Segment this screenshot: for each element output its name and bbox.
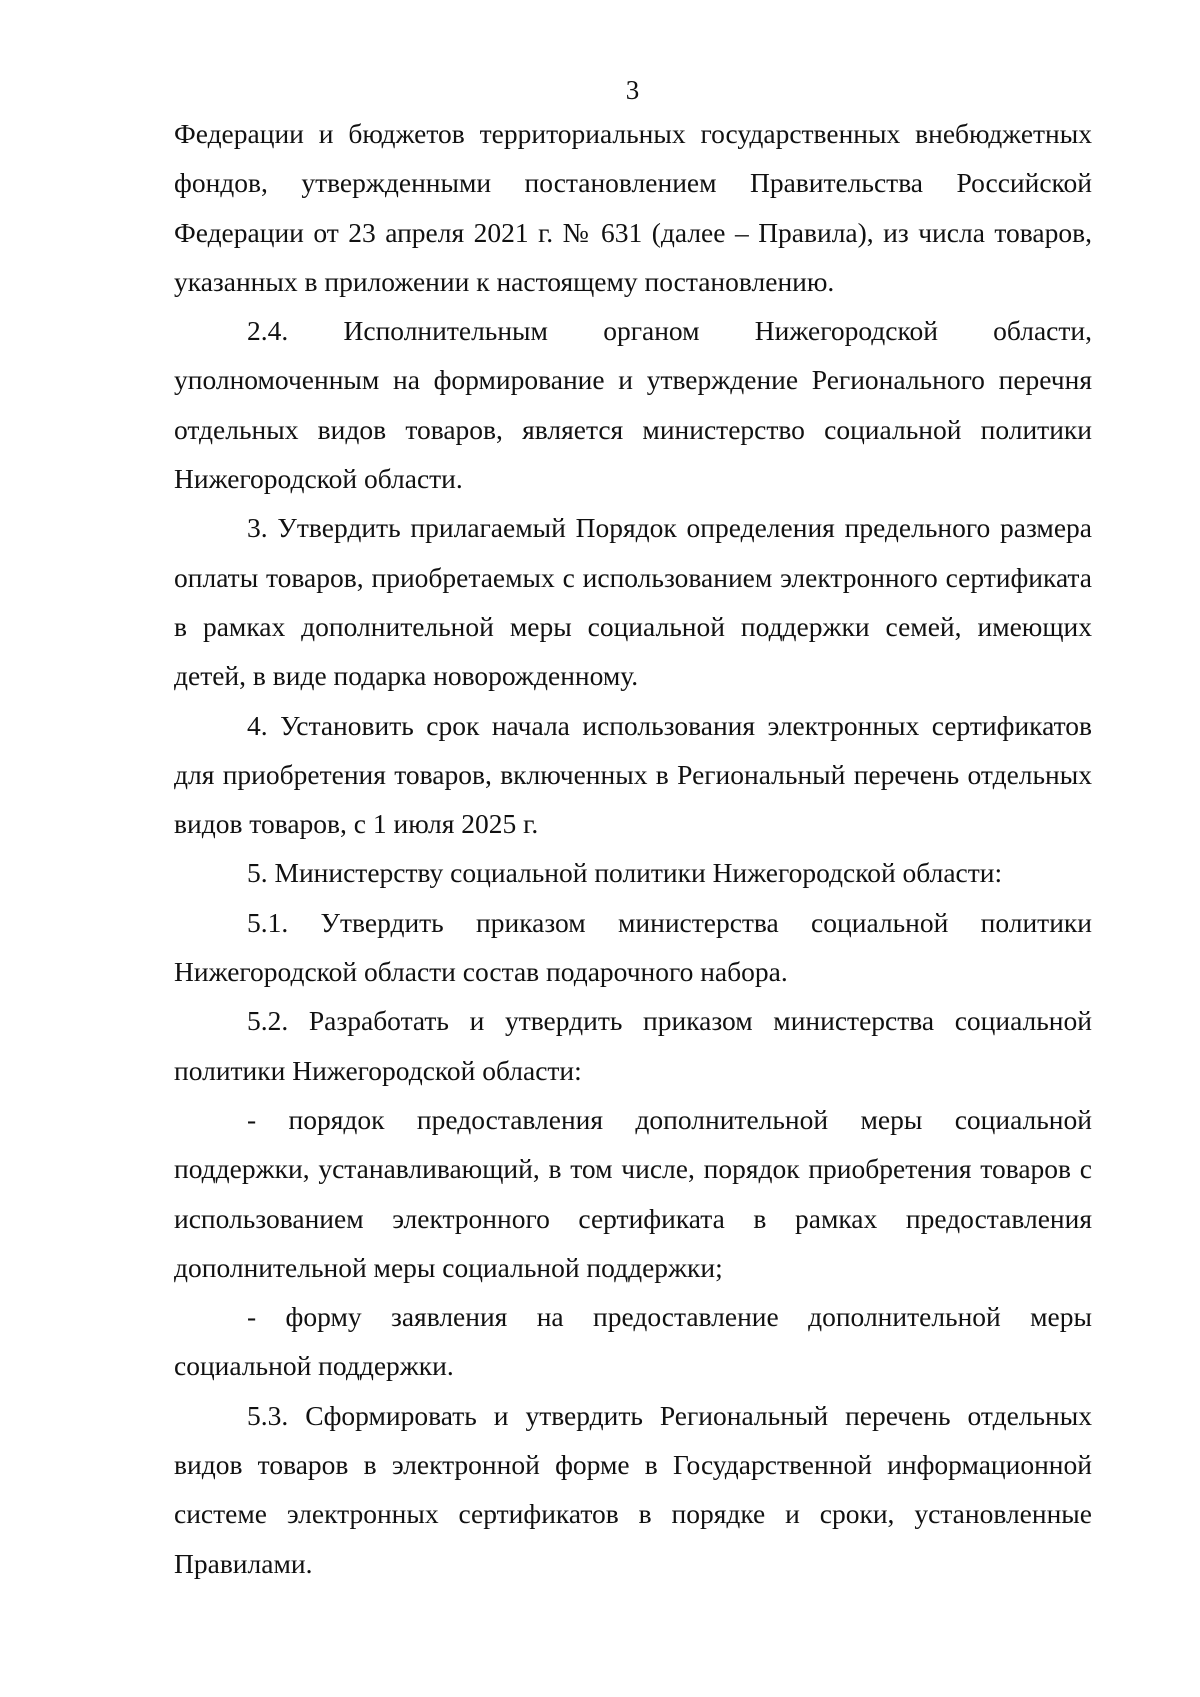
paragraph-3: 3. Утвердить прилагаемый Порядок определения предельного размера оплаты товаров, приобретаемых с использованием электронного сертификата в рамках дополнительной меры социальной поддержки семей, имеющих детей, в виде подарка новорожденному. bbox=[174, 512, 1092, 692]
paragraph-5-3: 5.3. Сформировать и утвердить Региональный перечень отдельных видов товаров в электронной форме в Государственной информационной системе электронных сертификатов в порядке и сроки, установленные Правилами. bbox=[174, 1399, 1092, 1579]
paragraph-2-4: 2.4. Исполнительным органом Нижегородской области, уполномоченным на формирование и утверждение Регионального перечня отдельных видов товаров, является министерство социальной политики Нижегородской области. bbox=[174, 315, 1092, 495]
page-number: 3 bbox=[625, 75, 640, 105]
list-item-procedure: - порядок предоставления дополнительной меры социальной поддержки, устанавливающий, в том числе, порядок приобретения товаров с использованием электронного сертификата в рамках предоставления дополнительной меры социальной поддержки; bbox=[174, 1103, 1092, 1283]
list-item-application-form: - форму заявления на предоставление дополнительной меры социальной поддержки. bbox=[174, 1301, 1092, 1382]
paragraph-4: 4. Установить срок начала использования электронных сертификатов для приобретения товаров, включенных в Региональный перечень отдельных видов товаров, с 1 июля 2025 г. bbox=[174, 709, 1092, 840]
paragraph-5-2: 5.2. Разработать и утвердить приказом министерства социальной политики Нижегородской области: bbox=[174, 1005, 1092, 1086]
paragraph-continuation: Федерации и бюджетов территориальных государственных внебюджетных фондов, утвержденными постановлением Правительства Российской Федерации от 23 апреля 2021 г. № 631 (далее – Правила), из числа товаров, указанных в приложении к настоящему постановлению. bbox=[174, 118, 1092, 297]
paragraph-5: 5. Министерству социальной политики Нижегородской области: bbox=[247, 857, 1003, 889]
document-body bbox=[174, 109, 1092, 1588]
paragraph-5-1: 5.1. Утвердить приказом министерства социальной политики Нижегородской области состав подарочного набора. bbox=[174, 906, 1092, 988]
